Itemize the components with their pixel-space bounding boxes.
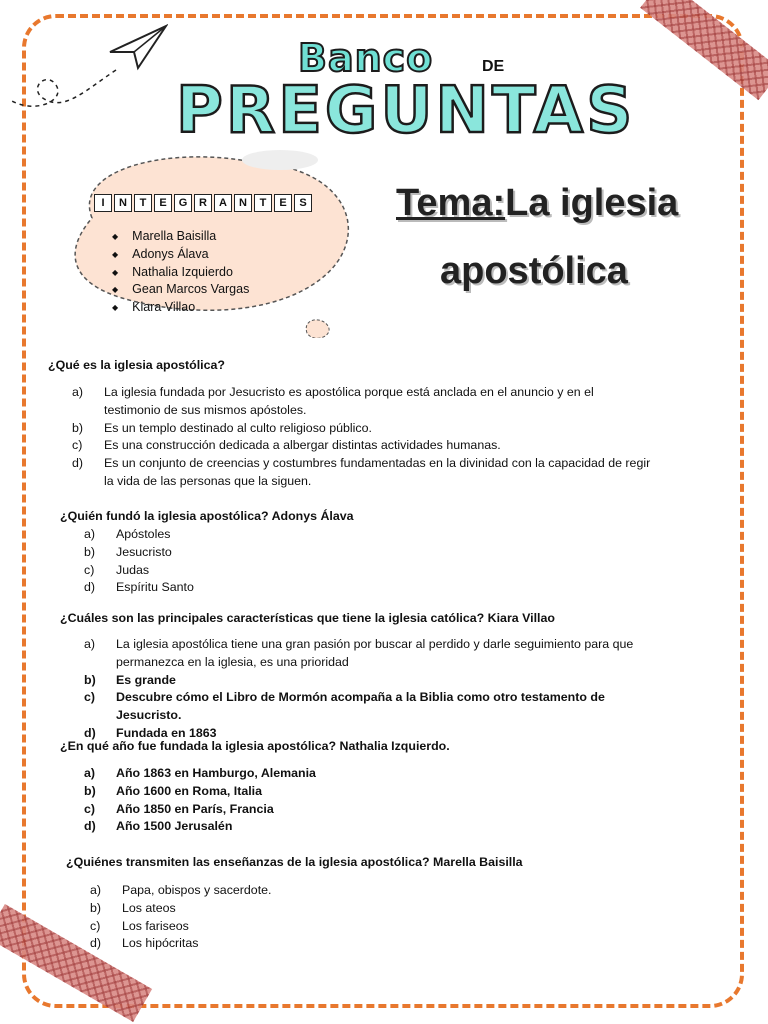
option-text: Espíritu Santo: [116, 580, 194, 595]
option-letter: b): [84, 672, 96, 687]
letter-box: A: [214, 194, 232, 212]
question-3-options: [84, 636, 654, 743]
letter-box: N: [114, 194, 132, 212]
letter-box: E: [154, 194, 172, 212]
option-letter: c): [84, 801, 96, 816]
letter-box: T: [254, 194, 272, 212]
option-text: Apóstoles: [116, 527, 171, 541]
topic-label: Tema:: [396, 182, 506, 224]
integrantes-letter-boxes: [94, 194, 312, 212]
option-text: Año 1500 Jerusalén: [116, 819, 233, 834]
option-letter: c): [84, 562, 95, 577]
list-item: ◆ Adonys Álava: [112, 246, 249, 264]
option-item: [84, 801, 644, 819]
option-letter: a): [90, 883, 102, 897]
option-text: Fundada en 1863: [116, 725, 217, 740]
option-item: [90, 918, 650, 936]
title-de: DE: [482, 58, 505, 75]
option-letter: d): [84, 819, 96, 834]
option-text: Los hipócritas: [122, 936, 199, 951]
option-text: Es un conjunto de creencias y costumbres fundamentadas en la divinidad con la capacidad de regir la vida de las personas que la siguen.: [104, 456, 651, 488]
letter-box: S: [294, 194, 312, 212]
question-4-options: [84, 765, 644, 836]
question-2-options: [84, 526, 644, 597]
option-letter: a): [84, 766, 96, 780]
dashed-flight-trail: [6, 60, 126, 120]
option-letter: d): [72, 456, 84, 471]
question-5: ¿Quiénes transmiten las enseñanzas de la iglesia apostólica? Marella Baisilla: [66, 855, 523, 869]
option-text: Los fariseos: [122, 918, 189, 933]
option-item: [84, 765, 644, 783]
letter-box: G: [174, 194, 192, 212]
option-letter: d): [84, 580, 96, 595]
option-item: [72, 455, 652, 491]
option-text: Es grande: [116, 672, 176, 687]
option-text: Papa, obispos y sacerdote.: [122, 883, 272, 897]
option-letter: b): [84, 544, 96, 559]
question-2: ¿Quién fundó la iglesia apostólica? Adonys Álava: [60, 509, 354, 523]
letter-box: E: [274, 194, 292, 212]
option-letter: a): [84, 637, 96, 651]
question-1: ¿Qué es la iglesia apostólica?: [48, 358, 225, 372]
option-item: [84, 544, 644, 562]
option-letter: b): [72, 420, 84, 435]
option-item: [72, 437, 652, 455]
option-letter: c): [72, 438, 83, 453]
question-3: ¿Cuáles son las principales características que tiene la iglesia católica? Kiara Villao: [60, 611, 555, 625]
option-text: Es una construcción dedicada a albergar distintas actividades humanas.: [104, 438, 501, 453]
option-letter: d): [90, 936, 102, 951]
option-item: [90, 900, 650, 918]
letter-box: N: [234, 194, 252, 212]
option-item: [84, 579, 644, 597]
option-item: [90, 935, 650, 953]
topic-line-2: apostólica: [440, 250, 628, 292]
option-item: [84, 526, 644, 544]
letter-box: I: [94, 194, 112, 212]
option-item: [84, 818, 644, 836]
title-preguntas: PREGUNTAS: [176, 74, 636, 148]
option-item: [90, 882, 650, 900]
option-letter: c): [90, 918, 101, 933]
option-letter: c): [84, 690, 96, 705]
letter-box: R: [194, 194, 212, 212]
option-letter: a): [84, 527, 96, 541]
option-text: Año 1850 en París, Francia: [116, 801, 274, 816]
option-text: Los ateos: [122, 900, 176, 915]
title-banco: Banco: [298, 36, 434, 80]
option-text: Jesucristo: [116, 544, 172, 559]
option-item: [72, 384, 652, 420]
option-text: Año 1600 en Roma, Italia: [116, 783, 262, 798]
list-item: ◆ Nathalia Izquierdo: [112, 264, 249, 282]
list-item: ◆ Kiara Villao: [112, 299, 249, 317]
member-list: [112, 228, 249, 317]
list-item: ◆ Gean Marcos Vargas: [112, 281, 249, 299]
option-item: [72, 420, 652, 438]
topic-line-1: La iglesia: [505, 182, 679, 224]
option-letter: a): [72, 385, 84, 399]
option-item: [84, 783, 644, 801]
option-text: La iglesia apostólica tiene una gran pasión por buscar al perdido y darle seguimiento para que permanezca en la iglesia, es una prioridad: [116, 637, 634, 669]
option-item: [84, 672, 654, 690]
option-letter: d): [84, 725, 96, 740]
topic-heading: [396, 182, 678, 225]
question-5-options: [90, 882, 650, 953]
question-1-options: [72, 384, 652, 491]
option-item: [84, 636, 654, 672]
option-letter: b): [90, 900, 102, 915]
option-text: Descubre cómo el Libro de Mormón acompaña a la Biblia como otro testamento de Jesucristo.: [116, 690, 605, 723]
letter-box: T: [134, 194, 152, 212]
option-text: Año 1863 en Hamburgo, Alemania: [116, 766, 316, 780]
option-item: [84, 562, 644, 580]
option-text: Es un templo destinado al culto religioso público.: [104, 420, 372, 435]
option-text: La iglesia fundada por Jesucristo es apostólica porque está anclada en el anuncio y en el testimonio de sus mismos apóstoles.: [104, 385, 594, 417]
option-text: Judas: [116, 562, 150, 577]
list-item: ◆ Marella Baisilla: [112, 228, 249, 246]
question-4: ¿En qué año fue fundada la iglesia apostólica? Nathalia Izquierdo.: [60, 739, 450, 753]
option-letter: b): [84, 783, 96, 798]
option-item: [84, 689, 654, 725]
